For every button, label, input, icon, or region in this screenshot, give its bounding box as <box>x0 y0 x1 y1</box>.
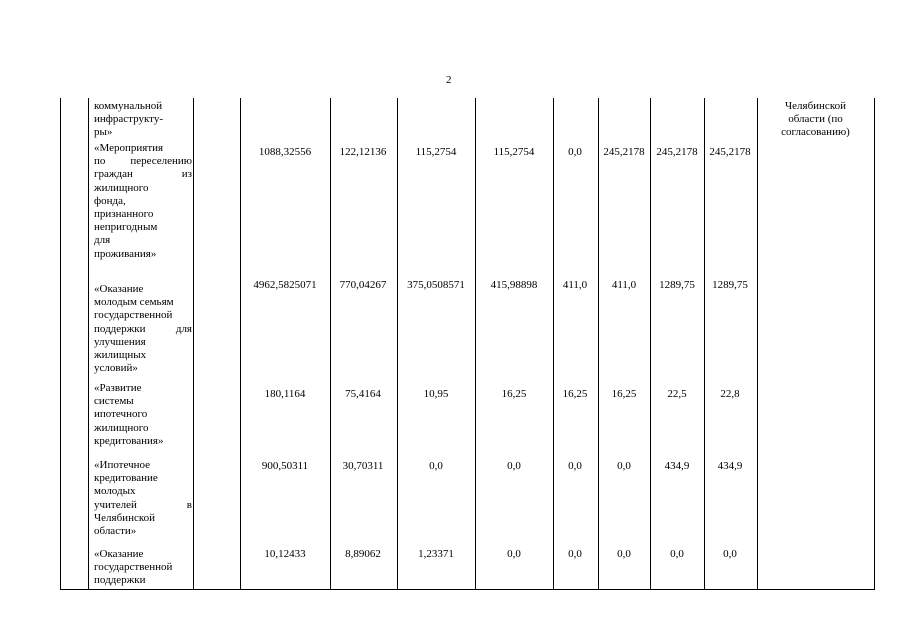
value-cell: 434,9 <box>717 460 743 472</box>
value-cell: 0,0 <box>617 460 631 472</box>
value-cell: 0,0 <box>568 460 582 472</box>
program-name-line <box>94 459 192 472</box>
program-name-line <box>94 548 192 561</box>
program-name-word: «Развитие <box>94 382 142 394</box>
program-name-word: непригодным <box>94 221 158 234</box>
program-name-cell <box>94 459 192 538</box>
column-divider <box>88 98 89 590</box>
value-cell: 0,0 <box>429 460 443 472</box>
program-name-line <box>94 168 192 181</box>
program-name-cell <box>94 142 192 261</box>
column-divider <box>598 98 599 590</box>
program-name-cell <box>94 100 192 140</box>
program-name-line <box>94 561 192 574</box>
program-name-line <box>94 142 192 155</box>
value-cell: 1,23371 <box>418 548 454 560</box>
column-divider <box>704 98 705 590</box>
value-cell: 770,04267 <box>339 279 387 291</box>
responsible-line: области (по <box>788 113 843 125</box>
program-name-word: «Оказание <box>94 548 144 560</box>
program-name-word: учителей <box>94 498 137 511</box>
value-cell: 115,2754 <box>493 146 535 158</box>
program-name-word: ипотечного <box>94 408 148 421</box>
program-name-line <box>94 182 192 195</box>
value-cell: 16,25 <box>501 388 527 400</box>
program-name-line <box>94 309 192 322</box>
program-name-word: Челябинской <box>94 511 156 524</box>
value-cell: 22,5 <box>667 388 687 400</box>
program-name-cell <box>94 382 192 448</box>
value-cell: 411,0 <box>562 279 588 291</box>
column-divider <box>475 98 476 590</box>
program-name-word: признанного <box>94 208 154 221</box>
program-name-word: инфраструкту- <box>94 113 163 126</box>
program-table <box>60 98 875 590</box>
column-divider <box>553 98 554 590</box>
table-border-left <box>60 98 61 590</box>
program-name-line <box>94 349 192 362</box>
program-name-line <box>94 422 192 435</box>
value-cell: 16,25 <box>611 388 637 400</box>
column-divider <box>193 98 194 590</box>
program-name-line <box>94 512 192 525</box>
value-cell: 434,9 <box>664 460 690 472</box>
program-name-line <box>94 208 192 221</box>
program-name-word: поддержки <box>94 574 146 587</box>
program-name-line <box>94 283 192 296</box>
column-divider <box>757 98 758 590</box>
value-cell: 122,12136 <box>339 146 387 158</box>
program-name-word: проживания» <box>94 247 157 260</box>
program-name-word: условий» <box>94 362 138 375</box>
program-name-word: жилищных <box>94 349 147 362</box>
value-cell: 0,0 <box>723 548 737 560</box>
program-name-word: жилищного <box>94 421 149 434</box>
program-name-word: для <box>94 234 111 247</box>
program-name-word: кредитования» <box>94 434 164 447</box>
program-name-word: «Мероприятия <box>94 142 164 154</box>
program-name-line <box>94 408 192 421</box>
program-name-word: жилищного <box>94 181 149 194</box>
value-cell: 0,0 <box>670 548 684 560</box>
value-cell: 75,4164 <box>345 388 381 400</box>
value-cell: 0,0 <box>507 460 521 472</box>
program-name-line <box>94 485 192 498</box>
program-name-word: коммунальной <box>94 100 163 112</box>
program-name-line <box>94 336 192 349</box>
value-cell: 375,0508571 <box>407 279 465 291</box>
value-cell: 245,2178 <box>656 146 698 158</box>
responsible-line: Челябинской <box>784 100 846 112</box>
program-name-word: «Ипотечное <box>94 459 151 471</box>
column-divider <box>330 98 331 590</box>
program-name-line <box>94 100 192 113</box>
program-name-line <box>94 382 192 395</box>
program-name-cell <box>94 283 192 375</box>
column-divider <box>240 98 241 590</box>
program-name-line <box>94 525 192 538</box>
program-name-line <box>94 499 192 512</box>
value-cell: 10,12433 <box>264 548 306 560</box>
table-border-bottom <box>60 589 875 590</box>
table-border-right <box>874 98 875 590</box>
program-name-line <box>94 126 192 139</box>
value-cell: 0,0 <box>568 548 582 560</box>
program-name-word: «Оказание <box>94 283 144 295</box>
program-name-line <box>94 113 192 126</box>
value-cell: 0,0 <box>507 548 521 560</box>
program-name-line <box>94 248 192 261</box>
program-name-line <box>94 395 192 408</box>
program-name-line <box>94 574 192 587</box>
program-name-word: переселению <box>130 155 192 168</box>
value-cell: 245,2178 <box>603 146 645 158</box>
value-cell: 22,8 <box>720 388 740 400</box>
value-cell: 30,70311 <box>342 460 384 472</box>
column-divider <box>397 98 398 590</box>
value-cell: 0,0 <box>568 146 582 158</box>
program-name-word: системы <box>94 395 134 408</box>
program-name-line <box>94 234 192 247</box>
program-name-word: молодых <box>94 485 136 498</box>
program-name-line <box>94 195 192 208</box>
value-cell: 1088,32556 <box>258 146 312 158</box>
value-cell: 900,50311 <box>261 460 309 472</box>
value-cell: 180,1164 <box>264 388 306 400</box>
program-name-line <box>94 296 192 309</box>
value-cell: 115,2754 <box>415 146 457 158</box>
value-cell: 1289,75 <box>712 279 748 291</box>
program-name-word: в <box>186 498 192 511</box>
program-name-word: граждан <box>94 168 133 181</box>
program-name-word: ры» <box>94 126 113 139</box>
program-name-line <box>94 221 192 234</box>
page-number: 2 <box>446 74 452 86</box>
program-name-word: по <box>94 155 106 168</box>
value-cell: 10,95 <box>423 388 449 400</box>
program-name-line <box>94 323 192 336</box>
value-cell: 411,0 <box>611 279 637 291</box>
value-cell: 1289,75 <box>659 279 695 291</box>
program-name-word: для <box>175 322 192 335</box>
value-cell: 245,2178 <box>709 146 751 158</box>
value-cell: 16,25 <box>562 388 588 400</box>
program-name-word: области» <box>94 525 137 538</box>
value-cell: 8,89062 <box>345 548 381 560</box>
program-name-word: государственной <box>94 309 173 322</box>
program-name-word: улучшения <box>94 335 146 348</box>
value-cell: 4962,5825071 <box>253 279 317 291</box>
program-name-line <box>94 362 192 375</box>
program-name-word: фонда, <box>94 194 126 207</box>
responsible-cell <box>757 100 874 139</box>
value-cell: 0,0 <box>617 548 631 560</box>
program-name-word: молодым семьям <box>94 296 174 309</box>
value-cell: 415,98898 <box>490 279 538 291</box>
program-name-word: кредитование <box>94 472 158 485</box>
program-name-line <box>94 435 192 448</box>
program-name-line <box>94 155 192 168</box>
column-divider <box>650 98 651 590</box>
responsible-line: согласованию) <box>781 126 850 138</box>
program-name-cell <box>94 548 192 588</box>
program-name-word: из <box>181 168 192 181</box>
program-name-word: государственной <box>94 561 173 574</box>
program-name-word: поддержки <box>94 322 146 335</box>
program-name-line <box>94 472 192 485</box>
